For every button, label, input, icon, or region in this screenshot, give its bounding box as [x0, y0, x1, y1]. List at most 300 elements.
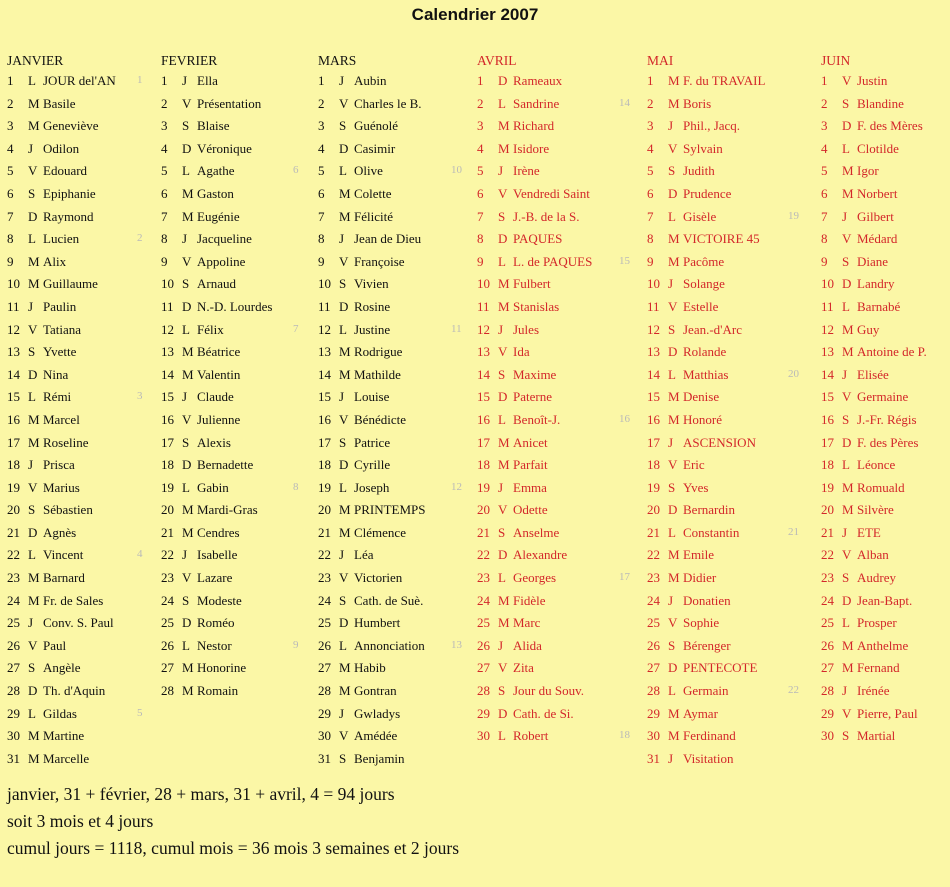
day-number: 19: [318, 479, 331, 495]
day-row: [477, 637, 542, 661]
day-letter: S: [498, 683, 506, 699]
day-letter: M: [339, 185, 351, 201]
note-line: janvier, 31 + février, 28 + mars, 31 + avril, 4 = 94 jours: [7, 784, 395, 804]
day-number: 11: [647, 298, 660, 314]
saint-name: Georges: [513, 570, 557, 586]
saint-name: Bénédicte: [354, 411, 406, 427]
day-row: [647, 163, 715, 186]
day-letter: S: [842, 95, 850, 111]
day-number: 16: [7, 411, 20, 427]
day-number: 6: [477, 185, 484, 201]
day-number: 24: [821, 592, 834, 608]
day-row: [477, 73, 563, 96]
day-letter: M: [28, 570, 40, 586]
saint-name: Alban: [857, 547, 889, 563]
saint-name: Tatiana: [43, 321, 82, 337]
day-letter: S: [339, 592, 347, 608]
day-row: [7, 750, 90, 774]
day-number: 21: [821, 524, 834, 540]
day-number: 25: [161, 615, 174, 631]
day-number: 3: [318, 118, 325, 134]
day-letter: J: [498, 321, 504, 337]
day-number: 9: [647, 253, 654, 269]
saint-name: Roméo: [197, 615, 235, 631]
day-letter: V: [28, 479, 38, 495]
day-row: [477, 140, 550, 164]
saint-name: Françoise: [354, 253, 405, 269]
saint-name: Paterne: [513, 389, 552, 405]
day-number: 27: [477, 660, 490, 676]
day-number: 17: [821, 434, 834, 450]
saint-name: Sophie: [683, 615, 720, 631]
day-row: [477, 95, 630, 119]
day-number: 1: [318, 73, 325, 88]
day-number: 11: [318, 298, 331, 314]
day-row: [647, 298, 719, 322]
day-letter: D: [668, 660, 678, 676]
day-number: 7: [477, 208, 484, 224]
day-letter: M: [339, 208, 351, 224]
saint-name: Isabelle: [197, 547, 238, 563]
day-row: [477, 502, 548, 525]
day-letter: S: [498, 208, 506, 224]
day-row: [477, 434, 548, 458]
day-letter: M: [668, 95, 680, 111]
day-number: 30: [477, 728, 490, 744]
day-letter: J: [182, 389, 188, 405]
day-number: 20: [821, 502, 834, 518]
day-letter: S: [339, 118, 347, 134]
saint-name: Guy: [857, 321, 880, 337]
day-number: 3: [161, 118, 168, 134]
day-letter: M: [28, 434, 40, 450]
saint-name: Didier: [683, 570, 717, 586]
saint-name: Conv. S. Paul: [43, 615, 114, 631]
day-number: 21: [161, 524, 174, 540]
saint-name: Julienne: [197, 411, 241, 427]
day-row: [161, 683, 239, 706]
day-number: 22: [161, 547, 174, 563]
week-number: 19: [788, 209, 799, 222]
day-letter: M: [498, 434, 510, 450]
day-letter: M: [339, 344, 351, 360]
day-letter: J: [668, 592, 674, 608]
day-number: 2: [161, 95, 168, 111]
day-number: 8: [647, 231, 654, 247]
day-row: [318, 479, 462, 503]
saint-name: Odilon: [43, 140, 80, 156]
day-number: 30: [7, 728, 20, 744]
day-row: [318, 73, 387, 96]
saint-name: Béatrice: [197, 344, 241, 360]
day-row: [821, 547, 889, 570]
saint-name: Alida: [513, 637, 542, 653]
saint-name: Justin: [857, 73, 888, 88]
saint-name: Angèle: [43, 660, 81, 676]
day-letter: S: [339, 434, 347, 450]
day-row: [821, 479, 905, 503]
day-number: 29: [821, 705, 834, 721]
day-number: 1: [477, 73, 484, 88]
day-letter: V: [339, 728, 349, 744]
day-letter: D: [28, 366, 38, 382]
week-number: 9: [293, 638, 299, 651]
saint-name: PAQUES: [513, 231, 563, 247]
day-letter: S: [668, 637, 676, 653]
saint-name: Yves: [683, 479, 709, 495]
saint-name: Colette: [354, 185, 392, 201]
day-number: 13: [647, 344, 660, 360]
day-letter: D: [182, 140, 192, 156]
day-number: 2: [821, 95, 828, 111]
day-row: [477, 118, 555, 141]
day-number: 28: [161, 683, 174, 699]
saint-name: Romuald: [857, 479, 905, 495]
saint-name: Basile: [43, 95, 76, 111]
day-letter: M: [842, 479, 854, 495]
day-letter: D: [668, 344, 678, 360]
day-row: [7, 140, 80, 164]
day-number: 17: [318, 434, 331, 450]
saint-name: Benjamin: [354, 750, 405, 766]
saint-name: Marcelle: [43, 750, 90, 766]
saint-name: Honorine: [197, 660, 247, 676]
saint-name: Bérenger: [683, 637, 731, 653]
day-letter: L: [668, 366, 676, 382]
day-row: [647, 321, 743, 345]
saint-name: Eugénie: [197, 208, 240, 224]
day-row: [7, 547, 143, 570]
day-letter: M: [182, 344, 194, 360]
saint-name: Félix: [197, 321, 224, 337]
day-letter: D: [498, 73, 508, 88]
day-letter: S: [842, 411, 850, 427]
day-number: 19: [161, 479, 174, 495]
day-row: [821, 95, 904, 119]
day-letter: L: [339, 479, 347, 495]
day-number: 24: [647, 592, 660, 608]
saint-name: Pacôme: [683, 253, 725, 269]
saint-name: Emile: [683, 547, 715, 563]
day-row: [477, 683, 585, 706]
day-letter: J: [668, 750, 674, 766]
saint-name: Richard: [513, 118, 555, 134]
day-row: [318, 321, 462, 345]
day-number: 4: [477, 140, 484, 156]
day-letter: M: [498, 276, 510, 292]
day-row: [161, 660, 247, 683]
day-row: [161, 637, 299, 661]
saint-name: Jour du Souv.: [513, 683, 585, 699]
saint-name: PENTECOTE: [683, 660, 758, 676]
day-letter: D: [339, 298, 349, 314]
day-number: 29: [477, 705, 490, 721]
week-number: 12: [451, 480, 462, 493]
day-row: [647, 276, 725, 299]
day-letter: D: [842, 434, 852, 450]
day-number: 5: [477, 163, 484, 179]
day-number: 4: [7, 140, 14, 156]
day-letter: V: [842, 73, 852, 88]
saint-name: Jean.-d'Arc: [683, 321, 743, 337]
day-row: [821, 615, 897, 638]
day-row: [7, 683, 106, 706]
day-number: 11: [821, 298, 834, 314]
saint-name: Clotilde: [857, 140, 899, 156]
day-letter: M: [28, 592, 40, 608]
day-row: [821, 434, 919, 458]
saint-name: L. de PAQUES: [513, 253, 593, 269]
day-number: 9: [821, 253, 828, 269]
day-row: [318, 366, 401, 390]
day-row: [821, 321, 880, 345]
day-number: 17: [477, 434, 490, 450]
day-letter: V: [28, 321, 38, 337]
saint-name: Fernand: [857, 660, 900, 676]
day-row: [647, 208, 799, 232]
saint-name: Mathilde: [354, 366, 401, 382]
day-row: [477, 298, 560, 322]
day-letter: S: [842, 570, 850, 586]
day-row: [821, 298, 901, 322]
month-name: AVRIL: [477, 53, 517, 68]
saint-name: Barnabé: [857, 298, 901, 314]
day-number: 12: [161, 321, 174, 337]
saint-name: Isidore: [513, 140, 550, 156]
saint-name: Claude: [197, 389, 234, 405]
day-row: [318, 276, 389, 299]
day-letter: V: [498, 502, 508, 518]
day-letter: V: [498, 185, 508, 201]
day-number: 3: [821, 118, 828, 134]
day-number: 23: [477, 570, 490, 586]
day-letter: J: [28, 298, 34, 314]
saint-name: Rodrigue: [354, 344, 403, 360]
day-row: [647, 637, 731, 661]
saint-name: Edouard: [43, 163, 88, 179]
saint-name: Jacqueline: [197, 231, 252, 247]
day-number: 2: [318, 95, 325, 111]
saint-name: Ida: [513, 344, 530, 360]
saint-name: Victorien: [354, 570, 403, 586]
day-letter: M: [339, 660, 351, 676]
day-number: 9: [161, 253, 168, 269]
saint-name: Cyrille: [354, 457, 391, 473]
saint-name: Aubin: [354, 73, 387, 88]
saint-name: Paulin: [43, 298, 77, 314]
day-letter: M: [182, 524, 194, 540]
day-row: [821, 570, 896, 593]
saint-name: Marcel: [43, 411, 80, 427]
saint-name: Silvère: [857, 502, 894, 518]
day-row: [7, 592, 104, 616]
day-number: 25: [647, 615, 660, 631]
day-number: 23: [161, 570, 174, 586]
week-number: 1: [137, 74, 143, 86]
saint-name: Jean de Dieu: [354, 231, 422, 247]
day-row: [161, 208, 240, 232]
day-row: [7, 457, 75, 480]
day-row: [821, 728, 896, 751]
day-number: 15: [821, 389, 834, 405]
day-row: [477, 592, 546, 616]
saint-name: Martine: [43, 728, 85, 744]
saint-name: VICTOIRE 45: [683, 231, 760, 247]
day-row: [318, 524, 406, 548]
saint-name: Eric: [683, 457, 705, 473]
day-row: [161, 140, 252, 164]
week-number: 15: [619, 254, 630, 267]
day-letter: J: [182, 231, 188, 247]
saint-name: Gilbert: [857, 208, 894, 224]
day-number: 3: [477, 118, 484, 134]
day-letter: D: [498, 547, 508, 563]
saint-name: Léonce: [857, 457, 896, 473]
saint-name: Sandrine: [513, 95, 560, 111]
day-letter: M: [498, 615, 510, 631]
day-letter: J: [498, 163, 504, 179]
month-name: FEVRIER: [161, 53, 218, 68]
day-row: [647, 389, 720, 412]
saint-name: Louise: [354, 389, 390, 405]
day-row: [821, 185, 898, 209]
day-number: 10: [477, 276, 490, 292]
day-letter: M: [339, 524, 351, 540]
day-letter: S: [182, 276, 190, 292]
day-letter: V: [339, 411, 349, 427]
day-row: [161, 95, 262, 119]
saint-name: Nina: [43, 366, 69, 382]
day-letter: S: [182, 118, 190, 134]
day-letter: J: [842, 683, 848, 699]
day-row: [821, 660, 900, 683]
day-letter: V: [842, 389, 852, 405]
day-letter: V: [182, 95, 192, 111]
saint-name: JOUR del'AN: [43, 73, 116, 88]
day-letter: M: [28, 95, 40, 111]
day-letter: D: [182, 298, 192, 314]
day-row: [7, 366, 69, 390]
notes-block: [7, 781, 459, 862]
day-letter: D: [28, 683, 38, 699]
saint-name: Fr. de Sales: [43, 592, 104, 608]
day-number: 12: [647, 321, 660, 337]
day-number: 28: [7, 683, 20, 699]
day-number: 13: [161, 344, 174, 360]
day-number: 16: [318, 411, 331, 427]
saint-name: Valentin: [197, 366, 241, 382]
day-number: 6: [647, 185, 654, 201]
day-letter: L: [28, 705, 36, 721]
day-row: [821, 344, 927, 367]
day-number: 12: [318, 321, 331, 337]
day-letter: J: [339, 705, 345, 721]
saint-name: Estelle: [683, 298, 719, 314]
day-number: 20: [647, 502, 660, 518]
day-row: [318, 95, 422, 119]
day-letter: M: [668, 411, 680, 427]
day-row: [647, 547, 715, 570]
day-number: 14: [7, 366, 20, 382]
saint-name: Visitation: [683, 750, 734, 766]
day-number: 25: [477, 615, 490, 631]
day-letter: M: [182, 683, 194, 699]
day-row: [821, 140, 899, 164]
saint-name: Vivien: [354, 276, 389, 292]
day-row: [647, 95, 712, 119]
day-letter: V: [339, 570, 349, 586]
saint-name: F. des Pères: [857, 434, 919, 450]
day-row: [161, 321, 299, 345]
day-number: 22: [7, 547, 20, 563]
day-letter: D: [498, 231, 508, 247]
week-number: 10: [451, 164, 462, 177]
day-letter: J: [339, 389, 345, 405]
day-letter: J: [182, 547, 188, 563]
day-number: 13: [318, 344, 331, 360]
saint-name: Agnès: [43, 524, 77, 540]
day-number: 27: [318, 660, 331, 676]
saint-name: Stanislas: [513, 298, 560, 314]
saint-name: Gontran: [354, 683, 397, 699]
day-letter: J: [182, 73, 188, 88]
day-number: 26: [161, 637, 174, 653]
day-letter: V: [668, 140, 678, 156]
saint-name: Rameaux: [513, 73, 563, 88]
day-number: 21: [7, 524, 20, 540]
day-number: 5: [647, 163, 654, 179]
saint-name: Diane: [857, 253, 889, 269]
day-letter: M: [842, 502, 854, 518]
day-number: 2: [647, 95, 654, 111]
day-number: 15: [647, 389, 660, 405]
day-number: 20: [7, 502, 20, 518]
day-row: [161, 547, 238, 570]
day-letter: L: [182, 479, 190, 495]
day-letter: V: [182, 570, 192, 586]
day-row: [647, 683, 799, 706]
day-number: 26: [647, 637, 660, 653]
day-letter: L: [339, 637, 347, 653]
day-letter: V: [339, 95, 349, 111]
saint-name: Justine: [354, 321, 391, 337]
day-number: 21: [318, 524, 331, 540]
day-number: 8: [7, 231, 14, 247]
day-row: [647, 750, 734, 774]
saint-name: Fulbert: [513, 276, 551, 292]
day-letter: M: [182, 185, 194, 201]
day-row: [821, 231, 898, 254]
day-row: [821, 411, 917, 435]
day-number: 1: [161, 73, 168, 88]
day-letter: D: [182, 615, 192, 631]
day-letter: L: [498, 570, 506, 586]
day-row: [7, 705, 143, 729]
saint-name: Landry: [857, 276, 895, 292]
day-row: [647, 185, 732, 209]
day-row: [318, 298, 391, 322]
day-letter: M: [498, 298, 510, 314]
day-number: 9: [7, 253, 14, 269]
saint-name: Médard: [857, 231, 898, 247]
day-row: [318, 231, 422, 254]
day-row: [477, 705, 574, 729]
day-row: [821, 705, 918, 729]
day-number: 24: [477, 592, 490, 608]
saint-name: Prosper: [857, 615, 897, 631]
saint-name: Elisée: [857, 366, 889, 382]
day-row: [161, 411, 241, 435]
